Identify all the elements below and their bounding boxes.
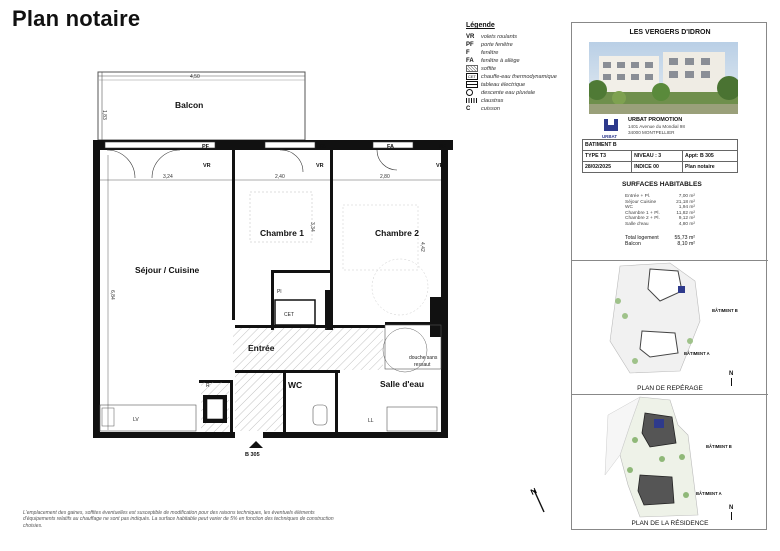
legend-item: FA fenêtre à allège: [466, 58, 520, 64]
room-chambre2: Chambre 2: [375, 228, 419, 238]
north-arrow-icon: [731, 378, 732, 386]
dim-ch2-h: 4,42: [419, 242, 425, 252]
legend: [466, 22, 576, 113]
appt-marker: B 305: [245, 452, 260, 458]
north-arrow-main-icon: [526, 484, 552, 514]
map1-bat-a: BÂTIMENT A: [684, 351, 710, 356]
legend-item: PF porte fenêtre: [466, 42, 513, 48]
cet-box: [275, 300, 315, 325]
map2-bat-b: BÂTIMENT B: [706, 444, 732, 449]
room-wc: WC: [288, 380, 303, 390]
tag-vr1: VR: [203, 163, 211, 169]
water-heater-icon: CET: [468, 74, 476, 79]
info-plan: Plan notaire: [682, 162, 737, 173]
surfaces-total: [625, 235, 745, 247]
location-map: [600, 261, 710, 381]
surfaces-title: SURFACES HABITABLES: [622, 181, 702, 188]
label-cet: CET: [284, 312, 294, 318]
svg-text:N: N: [529, 486, 539, 497]
floor-plan: [85, 60, 455, 460]
surface-row: Séjour Cuisine 21,18 m²: [625, 199, 695, 205]
urbat-logo: [602, 117, 620, 139]
downpipe-icon: [466, 89, 473, 96]
total-value: 55,73 m²: [674, 235, 695, 241]
douche-line1: douche sans: [409, 355, 438, 361]
tag-vr2: VR: [316, 163, 324, 169]
legend-item: F fenêtre: [466, 50, 499, 56]
surface-row: Entrée + Pl. 7,00 m²: [625, 194, 695, 199]
residence-map: [600, 395, 730, 520]
legend-item: descente eau pluviale: [466, 89, 576, 97]
balcony-width: 4,50: [190, 74, 200, 80]
tag-pf2: PF: [439, 144, 447, 150]
electric-panel-icon: [466, 81, 478, 88]
total-label: Total logement: [625, 235, 659, 241]
soffite-icon: [466, 65, 478, 72]
tag-vr3: VR: [436, 163, 444, 169]
footnote: L'emplacement des gaines, soffites éventuelles est susceptible de modification pour des raisons techniques, les éventuels éléments d'équipements relatifs au chauffage ne sont pas indiqués. La surface habitable peut varier de 5% en fonction des techniques de construction choisies.: [23, 510, 334, 529]
building-render-image: [589, 42, 738, 114]
douche-line2: ressaut: [414, 362, 431, 368]
info-type: TYPE T3: [583, 151, 632, 162]
label-pl: Pl: [277, 289, 282, 295]
tag-fa1: FA: [319, 144, 327, 150]
dim-sejour-h: 6,84: [109, 290, 115, 300]
legend-item: tableau électrique: [466, 81, 576, 89]
north-icon-2: N: [729, 505, 734, 511]
label-r: R: [206, 383, 210, 389]
balcon-label: Balcon: [625, 241, 641, 248]
info-table: [582, 139, 738, 173]
legend-item: C cuisson: [466, 106, 500, 112]
surface-row: WC 1,94 m²: [625, 205, 695, 211]
legend-title: Légende: [466, 22, 495, 29]
tag-pf1: PF: [202, 144, 210, 150]
east-wall: [441, 140, 448, 438]
map1-bat-b: BÂTIMENT B: [712, 308, 738, 313]
info-batiment: BATIMENT B: [583, 140, 738, 151]
dim-ch1-w: 2,40: [275, 174, 285, 180]
room-sejour: Séjour / Cuisine: [135, 265, 200, 275]
label-ll: LL: [368, 418, 374, 424]
promoter-name: URBAT PROMOTION: [628, 117, 683, 123]
dim-ch2-w: 2,80: [380, 174, 390, 180]
surface-row: Chambre 2 + Pl. 9,12 m²: [625, 216, 695, 222]
svg-text:URBAT: URBAT: [602, 134, 618, 139]
legend-item: soffite: [466, 65, 576, 73]
info-niveau: NIVEAU : 3: [632, 151, 683, 162]
room-chambre1: Chambre 1: [260, 228, 304, 238]
surface-row: Salle d'eau 4,80 m²: [625, 221, 695, 227]
surfaces-list: [625, 194, 745, 228]
info-indice: INDICE 00: [632, 162, 683, 173]
claustra-icon: [466, 98, 478, 103]
north-arrow-icon-2: [731, 512, 732, 520]
map2-bat-a: BÂTIMENT A: [696, 491, 722, 496]
surface-row: Chambre 1 + Pl. 11,82 m²: [625, 210, 695, 216]
info-appt: Appt: B 305: [682, 151, 737, 162]
room-balcon: Balcon: [175, 100, 204, 110]
tag-fa2: FA: [387, 144, 395, 150]
project-title: LES VERGERS D'IDRON: [629, 29, 711, 36]
map1-label: PLAN DE REPÉRAGE: [637, 385, 703, 392]
legend-item: claustras: [466, 97, 576, 105]
legend-item: CET chauffe-eau thermodynamique: [468, 74, 557, 80]
dim-ch1-h: 3,34: [309, 222, 315, 232]
entrance-arrow-icon: [249, 441, 263, 448]
room-sdb: Salle d'eau: [380, 379, 425, 389]
map2-label: PLAN DE LA RÉSIDENCE: [631, 520, 709, 527]
info-panel: [571, 22, 767, 530]
north-icon: N: [729, 371, 734, 377]
room-entree: Entrée: [248, 343, 275, 353]
west-wall: [93, 140, 100, 438]
page-title: Plan notaire: [12, 6, 141, 31]
legend-item: VR volets roulants: [466, 34, 518, 40]
dim-sejour-w: 3,24: [163, 174, 173, 180]
balcon-value: 8,10 m²: [677, 241, 695, 248]
label-lv: LV: [133, 417, 139, 423]
balcony-depth: 1,83: [101, 110, 107, 120]
info-date: 28/02/2025: [583, 162, 632, 173]
promoter-address: 1401 Avenue du Mondial 98 34000 MONTPELLIER: [628, 124, 685, 135]
